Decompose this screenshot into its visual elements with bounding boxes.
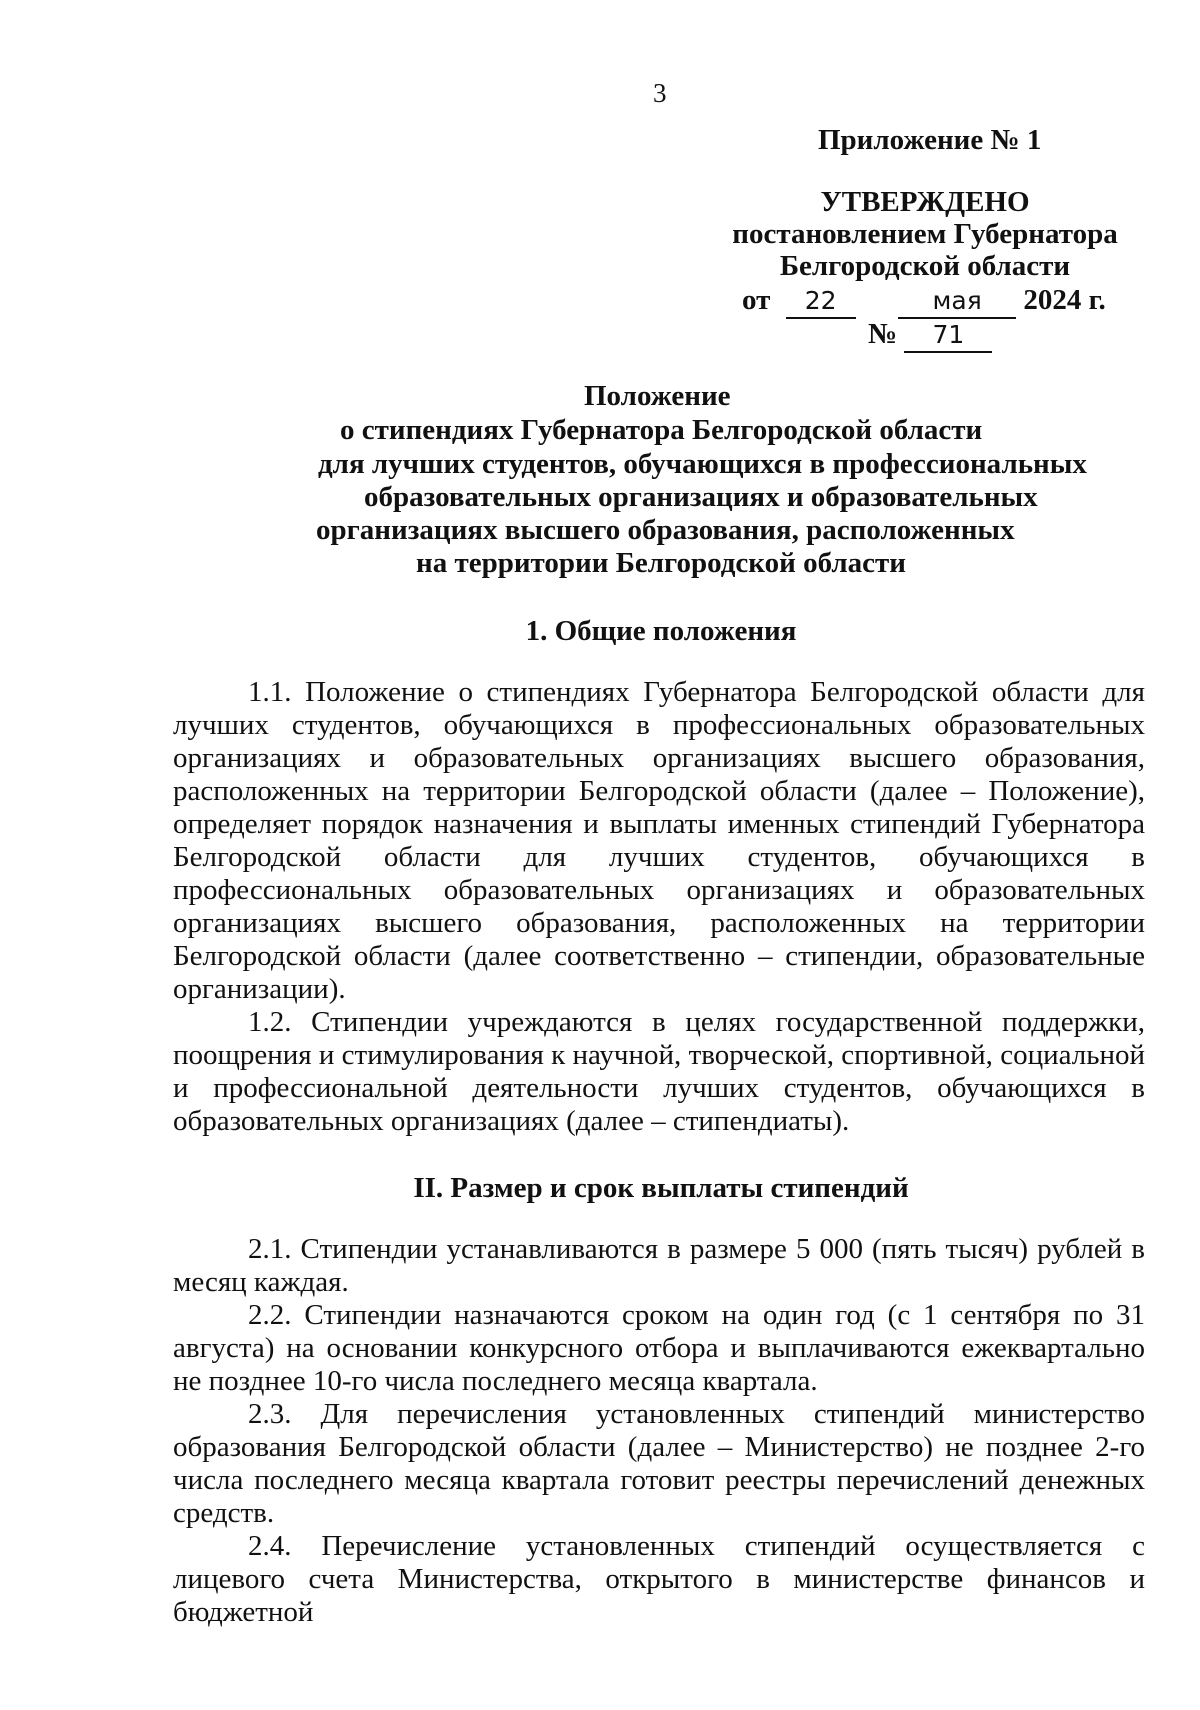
- approved-by-line-2: Белгородской области: [779, 250, 1071, 282]
- date-prefix: от: [742, 284, 771, 316]
- approval-block: [730, 186, 1120, 282]
- paragraph-1-2: 1.2. Стипендии учреждаются в целях государственной поддержки, поощрения и стимулирования к научной, творческой, спортивной, социальной и профессиональной деятельности лучших студентов, обучающихся в образовательных организациях (далее – стипендиаты).: [173, 1006, 1145, 1137]
- approved-stamp-text: УТВЕРЖДЕНО: [820, 186, 1030, 218]
- number-value: 71: [904, 321, 992, 353]
- number-prefix: №: [868, 318, 898, 350]
- paragraph-2-4: 2.4. Перечисление установленных стипендий осуществляется с лицевого счета Министерства, открытого в министерстве финансов и бюджетной: [173, 1530, 1145, 1628]
- section-1-heading: 1. Общие положения: [525, 615, 797, 647]
- section-2-body: [173, 1233, 1145, 1629]
- date-year: 2024 г.: [1023, 284, 1106, 316]
- section-2-heading: II. Размер и срок выплаты стипендий: [413, 1172, 909, 1204]
- date-month: мая: [898, 287, 1016, 319]
- paragraph-2-1: 2.1. Стипендии устанавливаются в размере 5 000 (пять тысяч) рублей в месяц каждая.: [173, 1233, 1145, 1298]
- title-line-4: образовательных организациях и образовательных: [364, 481, 1038, 513]
- paragraph-2-3: 2.3. Для перечисления установленных стипендий министерство образования Белгородской области (далее – Министерство) не позднее 2-го числа последнего месяца квартала готовит реестры перечислений денежных средств.: [173, 1398, 1145, 1529]
- section-1-body: [173, 676, 1145, 1138]
- title-line-6: на территории Белгородской области: [416, 547, 906, 579]
- paragraph-2-2: 2.2. Стипендии назначаются сроком на один год (с 1 сентября по 31 августа) на основании конкурсного отбора и выплачиваются ежеквартально не позднее 10-го числа последнего месяца квартала.: [173, 1299, 1145, 1397]
- title-line-1: Положение: [584, 380, 731, 412]
- approved-by-line-1: постановлением Губернатора: [732, 218, 1118, 250]
- paragraph-1-1: 1.1. Положение о стипендиях Губернатора Белгородской области для лучших студентов, обучающихся в профессиональных образовательных организациях и образовательных организациях высшего образования, расположенных на территории Белгородской области (далее – Положение), определяет порядок назначения и выплаты именных стипендий Губернатора Белгородской области для лучших студентов, обучающихся в профессиональных образовательных организациях и образовательных организациях высшего образования, расположенных на территории Белгородской области (далее соответственно – стипендии, образовательные организации).: [173, 676, 1145, 1005]
- title-line-5: организациях высшего образования, расположенных: [316, 514, 1015, 546]
- title-line-3: для лучших студентов, обучающихся в профессиональных: [318, 448, 1087, 480]
- date-day: 22: [786, 287, 856, 319]
- appendix-label: Приложение № 1: [818, 124, 1042, 156]
- title-line-2: о стипендиях Губернатора Белгородской области: [340, 414, 983, 446]
- page-number: 3: [653, 78, 667, 108]
- document-number: [868, 318, 992, 353]
- approval-date: [742, 284, 1106, 319]
